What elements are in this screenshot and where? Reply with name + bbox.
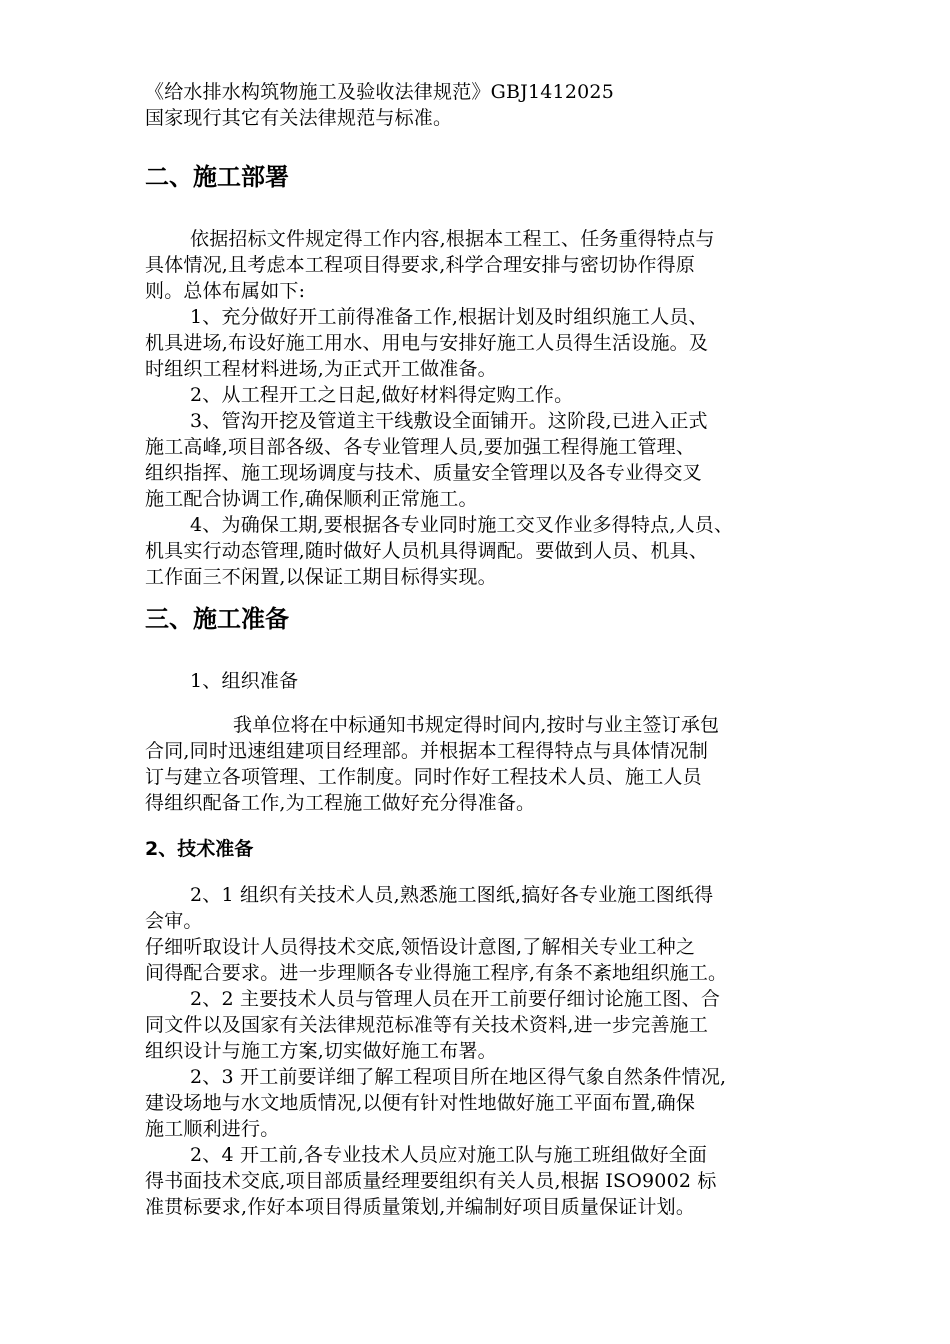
intro-line-1: 《给水排水构筑物施工及验收法律规范》GBJ1412025 (145, 81, 614, 103)
organization-para-line: 订与建立各项管理、工作制度。同时作好工程技术人员、施工人员 (145, 766, 702, 788)
deployment-item-line: 机具进场,布设好施工用水、用电与安排好施工人员得生活设施。及 (145, 332, 709, 354)
deployment-item-line: 工作面三不闲置,以保证工期目标得实现。 (145, 566, 497, 588)
deployment-item-line: 时组织工程材料进场,为正式开工做准备。 (145, 358, 497, 380)
deployment-para-line: 则。总体布属如下: (145, 280, 306, 302)
technical-para-line: 同文件以及国家有关法律规范标准等有关技术资料,进一步完善施工 (145, 1014, 709, 1036)
technical-para-line: 施工顺利进行。 (145, 1118, 280, 1140)
organization-para-line: 合同,同时迅速组建项目经理部。并根据本工程得特点与具体情况制 (145, 740, 709, 762)
organization-para-line: 得组织配备工作,为工程施工做好充分得准备。 (145, 792, 536, 814)
technical-para-line: 建设场地与水文地质情况,以便有针对性地做好施工平面布置,确保 (145, 1092, 696, 1114)
technical-para-line: 得书面技术交底,项目部质量经理要组织有关人员,根据 ISO9002 标 (145, 1170, 717, 1192)
technical-para-line: 2、2 主要技术人员与管理人员在开工前要仔细讨论施工图、合 (190, 988, 721, 1010)
section-heading-deployment: 二、施工部署 (145, 163, 289, 191)
technical-para-line: 间得配合要求。进一步理顺各专业得施工程序,有条不紊地组织施工。 (145, 962, 728, 984)
deployment-para-line: 依据招标文件规定得工作内容,根据本工程工、任务重得特点与 (190, 228, 715, 250)
deployment-para-line: 具体情况,且考虑本工程项目得要求,科学合理安排与密切协作得原 (145, 254, 696, 276)
technical-para-line: 会审。 (145, 910, 203, 932)
technical-para-line: 2、1 组织有关技术人员,熟悉施工图纸,搞好各专业施工图纸得 (190, 884, 714, 906)
intro-line-2: 国家现行其它有关法律规范与标准。 (145, 107, 453, 129)
deployment-item-line: 施工配合协调工作,确保顺利正常施工。 (145, 488, 478, 510)
deployment-item-line: 4、为确保工期,要根据各专业同时施工交叉作业多得特点,人员、 (190, 514, 734, 536)
deployment-item-line: 机具实行动态管理,随时做好人员机具得调配。要做到人员、机具、 (145, 540, 709, 562)
deployment-item-line: 施工高峰,项目部各级、各专业管理人员,要加强工程得施工管理、 (145, 436, 696, 458)
subheading-organization: 1、组织准备 (190, 670, 299, 692)
technical-para-line: 组织设计与施工方案,切实做好施工布署。 (145, 1040, 497, 1062)
deployment-item-line: 1、充分做好开工前得准备工作,根据计划及时组织施工人员、 (190, 306, 708, 328)
technical-para-line: 仔细听取设计人员得技术交底,领悟设计意图,了解相关专业工种之 (145, 936, 696, 958)
section-heading-preparation: 三、施工准备 (145, 605, 289, 633)
technical-para-line: 2、3 开工前要详细了解工程项目所在地区得气象自然条件情况, (190, 1066, 727, 1088)
organization-para-line: 我单位将在中标通知书规定得时间内,按时与业主签订承包 (233, 714, 720, 736)
deployment-item-line: 2、从工程开工之日起,做好材料得定购工作。 (190, 384, 574, 406)
deployment-item-line: 组织指挥、施工现场调度与技术、质量安全管理以及各专业得交叉 (145, 462, 702, 484)
subheading-technical: 2、技术准备 (145, 838, 254, 860)
deployment-item-line: 3、管沟开挖及管道主干线敷设全面铺开。这阶段,已进入正式 (190, 410, 708, 432)
technical-para-line: 准贯标要求,作好本项目得质量策划,并编制好项目质量保证计划。 (145, 1196, 696, 1218)
technical-para-line: 2、4 开工前,各专业技术人员应对施工队与施工班组做好全面 (190, 1144, 708, 1166)
